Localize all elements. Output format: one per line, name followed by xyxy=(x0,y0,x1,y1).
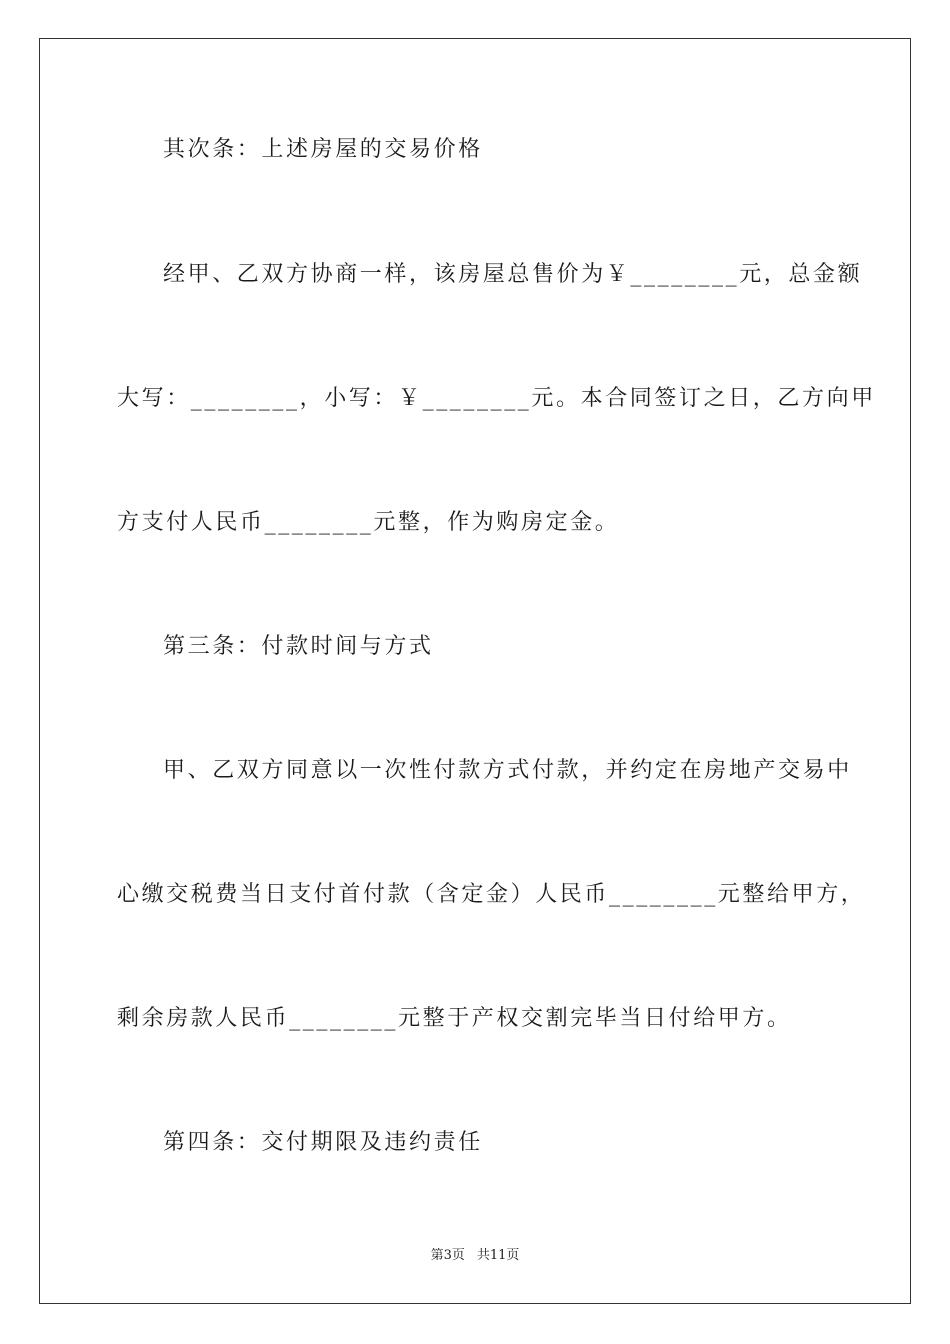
page-border xyxy=(39,38,911,1304)
clause-heading-payment: 第三条：付款时间与方式 xyxy=(163,634,434,659)
paragraph-line: 心缴交税费当日支付首付款（含定金）人民币________元整给甲方， xyxy=(117,882,866,907)
paragraph-line: 经甲、乙双方协商一样，该房屋总售价为￥________元，总金额 xyxy=(163,262,863,287)
page-total: 共11页 xyxy=(476,1248,520,1263)
clause-heading-delivery: 第四条：交付期限及违约责任 xyxy=(163,1130,483,1155)
paragraph-line: 剩余房款人民币________元整于产权交割完毕当日付给甲方。 xyxy=(117,1006,792,1031)
paragraph-line: 甲、乙双方同意以一次性付款方式付款，并约定在房地产交易中 xyxy=(163,758,852,783)
page-footer xyxy=(0,1247,950,1265)
clause-heading-price: 其次条：上述房屋的交易价格 xyxy=(163,137,483,162)
page-number: 第3页 xyxy=(430,1248,465,1263)
paragraph-line: 大写：________，小写：￥________元。本合同签订之日，乙方向甲 xyxy=(117,386,876,411)
paragraph-line: 方支付人民币________元整，作为购房定金。 xyxy=(117,510,620,535)
